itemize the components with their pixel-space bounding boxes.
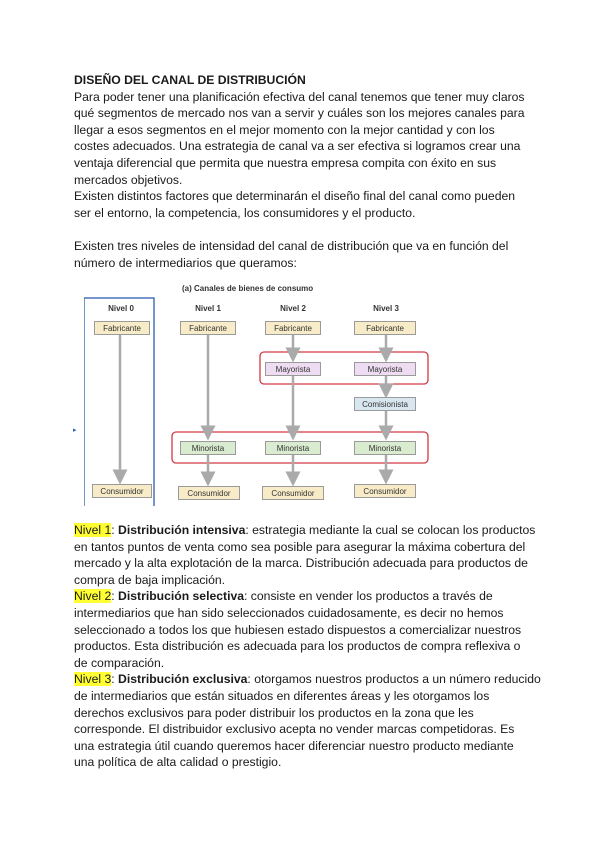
level-3-text: : otorgamos nuestros productos a un número reducido xyxy=(247,672,541,687)
level-1-text: : estrategia mediante la cual se colocan los productos xyxy=(245,523,536,537)
fabricante-box: Fabricante xyxy=(94,321,150,335)
levels-intro xyxy=(74,238,534,271)
section-heading: DISEÑO DEL CANAL DE DISTRIBUCIÓN xyxy=(74,73,306,87)
level-3-term: Distribución exclusiva xyxy=(118,672,248,687)
bullet-marker-icon: ▸ xyxy=(73,427,77,434)
level-1-line: mercado y la alta explotación de la marca. Distribución adecuada para productos de xyxy=(74,556,528,571)
distribution-channel-diagram xyxy=(84,284,444,506)
level-1-term: Distribución intensiva xyxy=(118,523,246,537)
level-2-line: productos. Esta distribución es adecuada para los productos de compra reflexiva o xyxy=(74,639,521,654)
level-1-line: en tantos puntos de venta como sea posible para asegurar la máxima cobertura del xyxy=(74,539,526,554)
fabricante-box: Fabricante xyxy=(265,321,321,335)
intro-line: llegar a esos segmentos en el mejor momento con la mejor cantidad y con los xyxy=(74,122,495,137)
intro-line: costes adecuados. Una estrategia de canal va a ser efectiva si logramos crear una xyxy=(74,139,521,154)
mayorista-box: Mayorista xyxy=(265,362,321,376)
level-3-line: derechos exclusivos para poder distribuir los productos en la zona que les xyxy=(74,705,474,720)
level-label: Nivel 3 xyxy=(373,304,399,313)
diagram-title: (a) Canales de bienes de consumo xyxy=(182,284,314,293)
minorista-box: Minorista xyxy=(265,441,321,455)
level-3-label: Nivel 3 xyxy=(74,672,112,687)
level-2-text: : consiste en vender los productos a través de xyxy=(244,589,493,604)
level-2-line: seleccionado a todos los que hubiesen estado dispuestos a comercializar nuestros xyxy=(74,622,522,637)
intro-section xyxy=(74,72,534,221)
level-label: Nivel 0 xyxy=(108,304,134,313)
levels-intro-line: Existen tres niveles de intensidad del canal de distribución que va en función del xyxy=(74,239,509,253)
level-label: Nivel 2 xyxy=(280,304,306,313)
level-2-line: intermediarios que han sido seleccionados cuidadosamente, es decir no hemos xyxy=(74,605,504,620)
level-label: Nivel 1 xyxy=(195,304,221,313)
consumidor-box: Consumidor xyxy=(92,484,152,498)
diagram-lines xyxy=(84,284,444,506)
fabricante-box: Fabricante xyxy=(354,321,416,335)
comisionista-box: Comisionista xyxy=(354,397,416,411)
level-3-line: corresponde. El distribuidor exclusivo acepta no vender marcas competidoras. Es xyxy=(74,722,515,737)
level-3-line: de intermediarios que están situados en diferentes áreas y les otorgamos los xyxy=(74,688,490,703)
level-3-line: una política de alta calidad o prestigio. xyxy=(74,755,282,770)
level-descriptions xyxy=(74,522,544,771)
intro-line: ventaja diferencial que permita que nuestra empresa compita con éxito en sus xyxy=(74,155,497,170)
fabricante-box: Fabricante xyxy=(180,321,236,335)
intro-line: qué segmentos de mercado nos van a servir y cuáles son los mejores canales para xyxy=(74,106,525,121)
level-2-term: Distribución selectiva xyxy=(118,589,245,604)
intro-line: mercados objetivos. xyxy=(74,172,183,187)
intro-line: ser el entorno, la competencia, los consumidores y el producto. xyxy=(74,205,416,220)
level-2-label: Nivel 2 xyxy=(74,589,112,604)
minorista-box: Minorista xyxy=(180,441,236,455)
intro-line: Existen distintos factores que determinarán el diseño final del canal como pueden xyxy=(74,189,516,204)
minorista-box: Minorista xyxy=(354,441,416,455)
level-3-line: una estrategia útil cuando queremos hacer diferenciar nuestro producto mediante xyxy=(74,738,514,753)
level-1-label: Nivel 1 xyxy=(74,523,112,537)
levels-intro-line: número de intermediarios que queramos: xyxy=(74,255,297,270)
level-1-line: compra de baja implicación. xyxy=(74,572,226,587)
level-3-description: Nivel 3: Distribución exclusiva: otorgamos nuestros productos a un número reducido de intermediarios que están situados en diferentes áreas y les otorgamos los derechos exclusivos para poder distribuir los productos en la zona que les corresponde. El distribuidor exclusivo acepta no vender marcas competidoras. Es una estrategia útil cuando queremos hacer diferenciar nuestro producto mediante una política de alta calidad o prestigio. xyxy=(74,671,544,771)
consumidor-box: Consumidor xyxy=(354,484,416,498)
level-2-description: Nivel 2: Distribución selectiva: consiste en vender los productos a través de intermediarios que han sido seleccionados cuidadosamente, es decir no hemos seleccionado a todos los que hubiesen estado dispuestos a comercializar nuestros productos. Esta distribución es adecuada para los productos de compra reflexiva o de comparación. xyxy=(74,588,544,671)
level-1-description: Nivel 1: Distribución intensiva: estrategia mediante la cual se colocan los productos en tantos puntos de venta como sea posible para asegurar la máxima cobertura del mercado y la alta explotación de la marca. Distribución adecuada para productos de compra de baja implicación. xyxy=(74,522,544,588)
level-2-line: de comparación. xyxy=(74,655,165,670)
mayorista-box: Mayorista xyxy=(354,362,416,376)
consumidor-box: Consumidor xyxy=(178,486,240,500)
consumidor-box: Consumidor xyxy=(262,486,324,500)
intro-line: Para poder tener una planificación efectiva del canal tenemos que tener muy claros xyxy=(74,89,525,104)
